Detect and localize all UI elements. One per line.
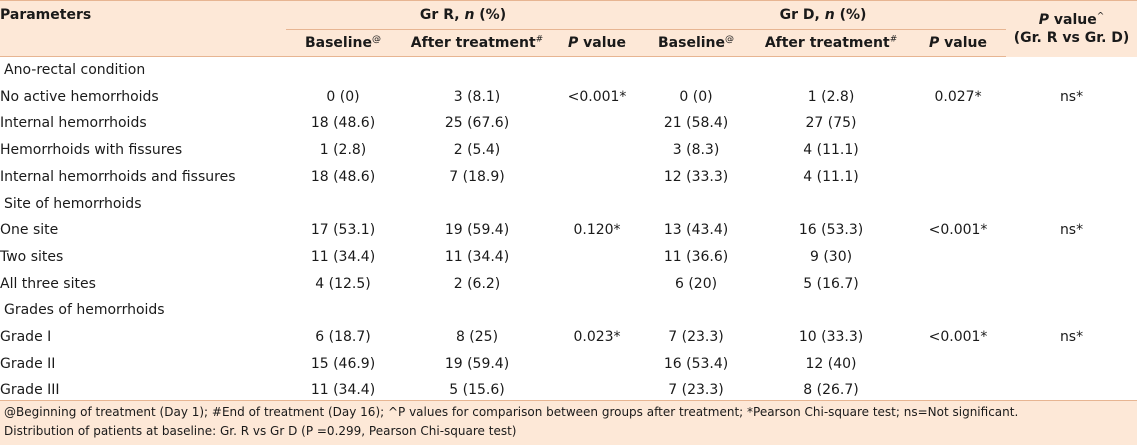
cell-d-pvalue <box>910 110 1006 137</box>
section-title: Site of hemorrhoids <box>4 195 142 212</box>
cell-r-baseline: 1 (2.8) <box>319 142 367 159</box>
cell-d-pvalue <box>910 244 1006 271</box>
table-row <box>0 84 1137 111</box>
table-row <box>0 217 1137 244</box>
cell-d-after: 12 (40) <box>805 355 857 372</box>
table-row <box>0 271 1137 298</box>
cell-rd-pvalue <box>1006 271 1137 298</box>
cell-r-pvalue <box>554 164 640 191</box>
cell-r-after: 3 (8.1) <box>453 88 501 105</box>
cell-d-after: 16 (53.3) <box>798 222 864 239</box>
cell-r-after: 5 (15.6) <box>449 382 505 399</box>
cell-d-pvalue <box>910 164 1006 191</box>
table-row <box>0 324 1137 351</box>
header-r-after <box>400 30 554 57</box>
cell-d-baseline: 12 (33.3) <box>663 168 729 185</box>
cell-d-baseline: 7 (23.3) <box>668 382 724 399</box>
cell-r-pvalue: 0.023* <box>573 329 621 346</box>
header-r-baseline-text: Baseline <box>304 35 372 51</box>
cell-rd-pvalue <box>1006 244 1137 271</box>
cell-d-baseline: 21 (58.4) <box>663 115 729 132</box>
cell-d-after: 4 (11.1) <box>803 168 859 185</box>
header-between-line2: (Gr. R vs Gr. D) <box>1013 29 1130 46</box>
cell-r-after: 8 (25) <box>455 329 499 346</box>
header-d-after-sup: # <box>889 34 898 45</box>
cell-r-after: 25 (67.6) <box>444 115 510 132</box>
header-r-baseline-sup: @ <box>372 34 381 45</box>
section-title: Grades of hemorrhoids <box>4 302 165 319</box>
cell-d-baseline: 16 (53.4) <box>663 355 729 372</box>
cell-d-after: 9 (30) <box>809 248 853 265</box>
cell-r-baseline: 18 (48.6) <box>310 115 376 132</box>
row-label: Internal hemorrhoids <box>0 115 147 132</box>
cell-d-baseline: 7 (23.3) <box>668 329 724 346</box>
header-parameters: Parameters <box>0 1 286 30</box>
section-row-grades <box>0 297 1137 324</box>
row-label: Grade III <box>0 382 60 399</box>
cell-rd-pvalue <box>1006 164 1137 191</box>
table-row <box>0 244 1137 271</box>
row-label: Hemorrhoids with fissures <box>0 142 183 159</box>
cell-r-after: 11 (34.4) <box>444 248 510 265</box>
cell-r-baseline: 17 (53.1) <box>310 222 376 239</box>
header-r-baseline <box>286 30 400 57</box>
cell-rd-pvalue: ns* <box>1059 88 1084 105</box>
header-group-d <box>640 1 1006 30</box>
section-title: Ano-rectal condition <box>4 62 146 78</box>
header-between-sup: ^ <box>1096 11 1105 22</box>
header-r-after-text: After treatment <box>410 35 536 51</box>
table-body <box>0 57 1137 405</box>
cell-r-after: 2 (5.4) <box>453 142 501 159</box>
row-label: One site <box>0 222 59 239</box>
cell-d-pvalue <box>910 351 1006 378</box>
header-gr-r-n: n <box>464 7 475 23</box>
footnote-line-1: @Beginning of treatment (Day 1); #End of treatment (Day 16); ^P values for comparison between groups after treatment; *Pearson Chi-square test; ns=Not significant. <box>4 405 1019 419</box>
footnote-line-2: Distribution of patients at baseline: Gr. R vs Gr D (P =0.299, Pearson Chi-square test) <box>4 424 517 438</box>
section-row-site <box>0 191 1137 218</box>
cell-r-baseline: 11 (34.4) <box>310 382 376 399</box>
cell-d-pvalue <box>910 137 1006 164</box>
header-d-value: value <box>944 35 988 51</box>
header-between-p: P <box>1038 11 1050 28</box>
header-gr-d-label: Gr D, <box>779 7 820 23</box>
cell-d-after: 10 (33.3) <box>798 329 864 346</box>
row-label: No active hemorrhoids <box>0 88 159 105</box>
cell-r-baseline: 11 (34.4) <box>310 248 376 265</box>
row-label: Grade II <box>0 355 56 372</box>
table-footnote <box>0 400 1137 445</box>
cell-r-pvalue: <0.001* <box>567 88 627 105</box>
header-d-p: P <box>929 35 940 51</box>
cell-r-pvalue <box>554 137 640 164</box>
header-d-baseline-sup: @ <box>725 34 735 45</box>
header-blank <box>0 30 286 57</box>
header-d-baseline-text: Baseline <box>658 35 726 51</box>
row-label: All three sites <box>0 275 96 292</box>
cell-r-baseline: 0 (0) <box>326 88 360 105</box>
cell-r-baseline: 6 (18.7) <box>315 329 371 346</box>
cell-rd-pvalue <box>1006 351 1137 378</box>
cell-d-baseline: 13 (43.4) <box>663 222 729 239</box>
cell-d-after: 4 (11.1) <box>803 142 859 159</box>
header-between-value: value <box>1053 11 1097 28</box>
section-row-anorectal <box>0 57 1137 84</box>
header-d-after-text: After treatment <box>764 35 890 51</box>
cell-r-pvalue <box>554 244 640 271</box>
cell-r-pvalue <box>554 351 640 378</box>
cell-r-baseline: 18 (48.6) <box>310 168 376 185</box>
cell-r-after: 2 (6.2) <box>453 275 501 292</box>
table-row <box>0 110 1137 137</box>
header-gr-r-label: Gr R, <box>419 7 460 23</box>
cell-d-after: 27 (75) <box>805 115 857 132</box>
header-r-value: value <box>583 35 626 51</box>
cell-d-after: 5 (16.7) <box>803 275 859 292</box>
cell-d-after: 8 (26.7) <box>803 382 859 399</box>
cell-d-baseline: 6 (20) <box>674 275 718 292</box>
table-row <box>0 164 1137 191</box>
header-d-baseline <box>640 30 752 57</box>
cell-rd-pvalue <box>1006 137 1137 164</box>
cell-r-pvalue <box>554 110 640 137</box>
header-r-p: P <box>568 35 579 51</box>
header-gr-r-pct: (%) <box>479 7 507 23</box>
cell-r-after: 7 (18.9) <box>449 168 505 185</box>
row-label: Two sites <box>0 248 64 265</box>
cell-d-pvalue: <0.001* <box>928 329 988 346</box>
cell-rd-pvalue: ns* <box>1059 222 1084 239</box>
cell-d-after: 1 (2.8) <box>807 88 855 105</box>
cell-d-pvalue <box>910 271 1006 298</box>
header-d-pvalue <box>910 30 1006 57</box>
row-label: Internal hemorrhoids and fissures <box>0 168 236 185</box>
cell-r-baseline: 15 (46.9) <box>310 355 376 372</box>
header-r-after-sup: # <box>535 34 544 45</box>
header-gr-d-n: n <box>824 7 835 23</box>
header-r-pvalue <box>554 30 640 57</box>
header-gr-d-pct: (%) <box>839 7 867 23</box>
cell-r-baseline: 4 (12.5) <box>315 275 371 292</box>
row-label: Grade I <box>0 329 52 346</box>
table-row <box>0 137 1137 164</box>
cell-d-pvalue: 0.027* <box>934 88 982 105</box>
cell-r-pvalue: 0.120* <box>573 222 621 239</box>
header-group-r <box>286 1 640 30</box>
table-header <box>0 1 1137 57</box>
table-row <box>0 351 1137 378</box>
header-d-after <box>752 30 910 57</box>
cell-r-after: 19 (59.4) <box>444 355 510 372</box>
cell-d-baseline: 3 (8.3) <box>672 142 720 159</box>
header-between-groups-pvalue <box>1006 1 1137 57</box>
cell-rd-pvalue: ns* <box>1059 329 1084 346</box>
cell-d-baseline: 0 (0) <box>679 88 713 105</box>
cell-d-pvalue: <0.001* <box>928 222 988 239</box>
cell-d-baseline: 11 (36.6) <box>663 248 729 265</box>
cell-r-after: 19 (59.4) <box>444 222 510 239</box>
cell-rd-pvalue <box>1006 110 1137 137</box>
cell-r-pvalue <box>554 271 640 298</box>
